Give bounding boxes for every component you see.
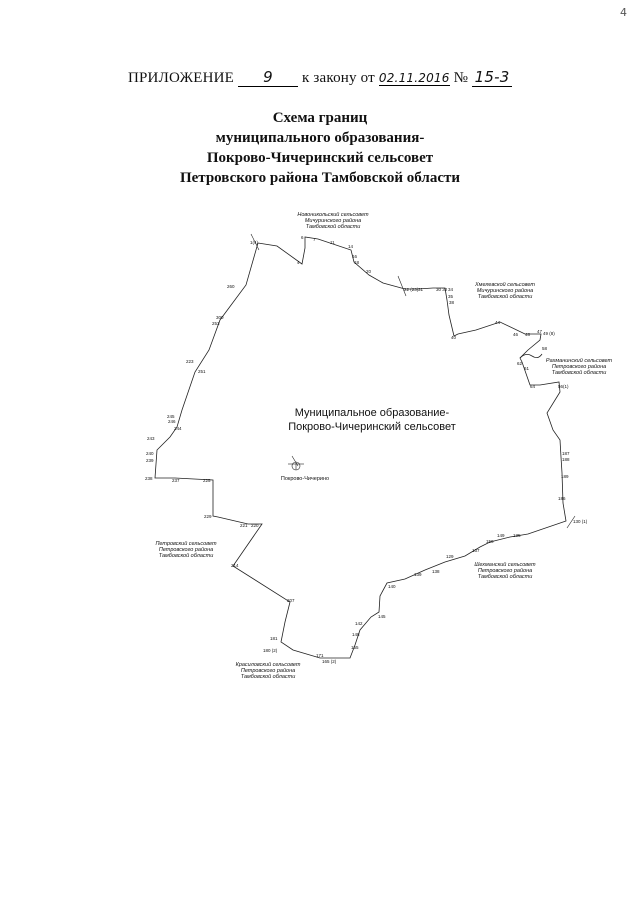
title-line-3: Покрово-Чичеринский сельсовет	[206, 150, 434, 166]
point-label: 149	[497, 533, 505, 538]
svg-text:Новоникольский сельсовет: Новоникольский сельсовет	[297, 212, 369, 218]
svg-text:Тамбовской области: Тамбовской области	[158, 553, 214, 559]
svg-text:Петровский сельсовет: Петровский сельсовет	[155, 541, 217, 547]
neighbor-east	[546, 357, 613, 376]
point-label: 137	[472, 548, 480, 553]
point-label: 34	[448, 287, 454, 292]
point-label: 239	[146, 458, 154, 463]
point-label: 16	[352, 254, 358, 259]
svg-text:Красиловский сельсовет: Красиловский сельсовет	[235, 662, 301, 668]
point-label: 14	[348, 244, 354, 249]
point-label: 260	[227, 284, 235, 289]
point-label: 229	[204, 514, 212, 519]
svg-text:Петровского района: Петровского района	[551, 364, 607, 370]
village-label: Покрово-Чичерино	[280, 476, 330, 482]
point-label: 187	[562, 451, 570, 456]
neighbor-northeast	[474, 281, 535, 300]
point-label: 225	[203, 478, 211, 483]
point-label: 246	[168, 419, 176, 424]
law-date: 02.11.2016	[378, 71, 450, 85]
point-label: 238	[145, 476, 153, 481]
point-label: 22 (23)	[404, 287, 419, 292]
point-label: 6	[301, 235, 304, 240]
point-label: 150	[486, 539, 494, 544]
point-label: 11	[330, 240, 335, 245]
point-label: 129	[446, 554, 454, 559]
svg-text:Хмелевской сельсовет: Хмелевской сельсовет	[475, 282, 535, 288]
point-label: 139	[414, 572, 422, 577]
law-reference-text: к закону от	[301, 70, 375, 86]
svg-text:Рахманинский сельсовет: Рахманинский сельсовет	[545, 358, 613, 364]
point-label: 7	[313, 237, 316, 242]
law-number: 15-3	[472, 68, 512, 87]
municipality-label-line-1: Муниципальное образование-	[294, 407, 450, 419]
page-number: 4	[620, 6, 627, 19]
point-label: 251	[198, 369, 206, 374]
number-sign: №	[453, 70, 469, 86]
point-label: 130 (1)	[573, 519, 588, 524]
point-label: 220	[251, 523, 259, 528]
point-label: 64	[530, 384, 536, 389]
boundary-line	[155, 237, 566, 658]
point-label: 62	[517, 361, 523, 366]
svg-text:Шехманский сельсовет: Шехманский сельсовет	[474, 562, 536, 568]
svg-text:Тамбовской области: Тамбовской области	[477, 574, 533, 580]
point-label: 186	[558, 496, 566, 501]
point-label: 20	[366, 269, 372, 274]
title-line-2: муниципального образования-	[215, 130, 425, 146]
boundary-tick	[398, 276, 406, 296]
point-label: 40	[451, 335, 457, 340]
point-label: 181	[270, 636, 278, 641]
point-label: 56(1)	[558, 384, 569, 389]
point-label: 31	[418, 287, 424, 292]
svg-text:Тамбовской области: Тамбовской области	[305, 224, 361, 230]
point-label: 35	[448, 294, 454, 299]
point-label: 138	[432, 569, 440, 574]
point-label: 240	[146, 451, 154, 456]
point-label: 30 32	[436, 287, 448, 292]
neighbor-north	[297, 211, 369, 230]
appendix-word: ПРИЛОЖЕНИЕ	[127, 70, 235, 86]
point-label: 223	[186, 359, 194, 364]
point-label: 46	[513, 332, 519, 337]
point-label: 38	[449, 300, 455, 305]
point-label: 245	[167, 414, 175, 419]
point-label: 189	[561, 474, 569, 479]
point-label: 253	[212, 321, 220, 326]
point-label: 155	[351, 645, 359, 650]
point-label: 44	[495, 320, 501, 325]
point-label: 244	[174, 426, 182, 431]
point-label: 207	[287, 598, 295, 603]
point-label: 142	[355, 621, 363, 626]
point-label: 47	[537, 329, 543, 334]
point-label: 18	[354, 260, 360, 265]
svg-text:Петровского района: Петровского района	[240, 668, 296, 674]
svg-text:Тамбовской области: Тамбовской области	[551, 370, 607, 376]
point-label: 48	[525, 332, 531, 337]
title-line-4: Петровского района Тамбовской области	[179, 170, 461, 186]
point-label: 300	[216, 315, 224, 320]
point-label: 148	[352, 632, 360, 637]
svg-text:Тамбовской области: Тамбовской области	[477, 294, 533, 300]
point-label: 135	[513, 533, 521, 538]
point-label: 237	[172, 478, 180, 483]
point-label: 165 (2)	[322, 659, 337, 664]
point-label: 1(4)	[250, 240, 259, 245]
point-label: 49 (8)	[543, 331, 555, 336]
appendix-number: 9	[238, 68, 298, 87]
point-label: 4	[297, 260, 300, 265]
point-label: 171	[316, 653, 324, 658]
point-label: 140	[388, 584, 396, 589]
point-label: 58	[542, 346, 548, 351]
village-symbol-icon	[288, 456, 304, 470]
point-label: 180 (2)	[263, 648, 278, 653]
point-label: 61	[524, 366, 530, 371]
title-line-1: Схема границ	[272, 110, 368, 126]
svg-text:Мичуринского района: Мичуринского района	[304, 218, 362, 224]
municipality-label-line-2: Покрово-Чичеринский сельсовет	[288, 421, 456, 433]
point-label: 243	[147, 436, 155, 441]
neighbor-southeast	[474, 561, 536, 580]
svg-text:Петровского района: Петровского района	[158, 547, 214, 553]
point-label: 145	[378, 614, 386, 619]
point-label: 221	[240, 523, 248, 528]
svg-text:Петровского района: Петровского района	[477, 568, 533, 574]
svg-text:Тамбовской области: Тамбовской области	[240, 674, 296, 680]
svg-text:Мичуринского района: Мичуринского района	[476, 288, 534, 294]
neighbor-west	[155, 540, 217, 559]
neighbor-south	[236, 661, 301, 680]
point-label: 214	[231, 563, 239, 568]
point-label: 188	[562, 457, 570, 462]
